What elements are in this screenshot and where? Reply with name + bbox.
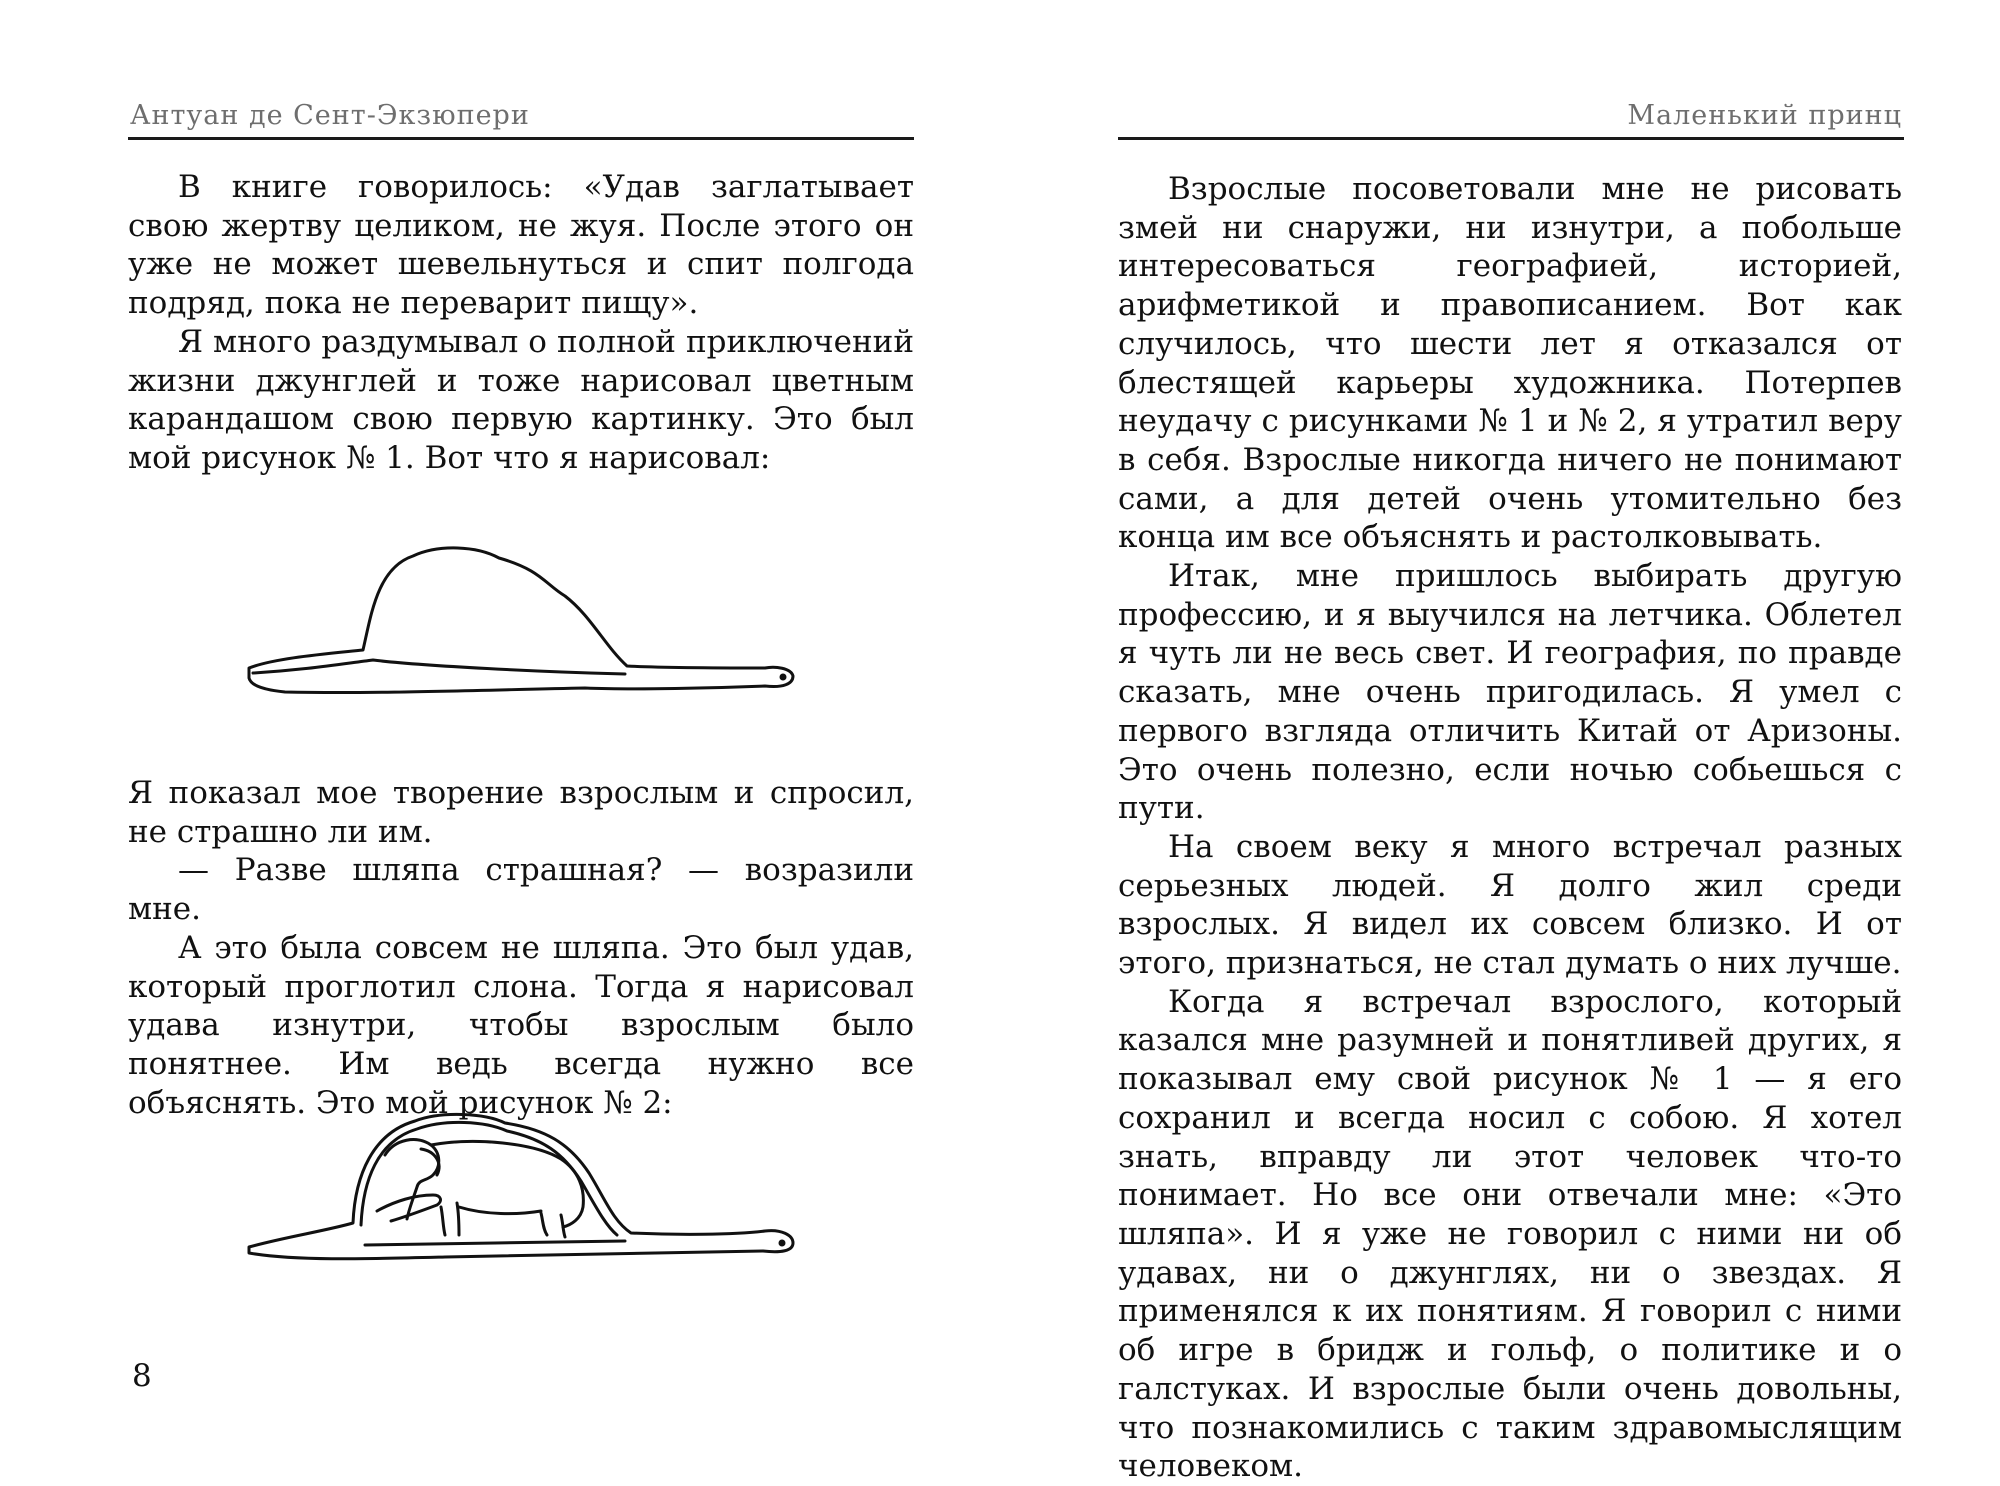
boa-elephant-drawing — [245, 1095, 805, 1275]
paragraph: Я много раздумывал о полной приключений жизни джунглей и тоже нарисовал цветным карандашом свою первую картинку. Это был мой рисунок № 1. Вот что я нарисовал: — [128, 323, 914, 476]
figure-1 — [245, 530, 805, 710]
left-text-block-1 — [128, 168, 914, 478]
left-running-head: Антуан де Сент-Экзюпери — [130, 100, 530, 131]
paragraph: Взрослые посоветовали мне не рисовать змей ни снаружи, ни изнутри, а побольше интересоваться географией, историей, арифметикой и правописанием. Вот как случилось, что шести лет я отказался от блестящей карьеры художника. Потерпев неудачу с рисунками № 1 и № 2, я утратил веру в себя. Взрослые никогда ничего не понимают сами, а для детей очень утомительно без конца им все объяснять и растолковывать. — [1118, 171, 1902, 556]
left-text-block-2 — [128, 774, 914, 1122]
right-text-block — [1118, 170, 1902, 1486]
right-page — [1000, 0, 2000, 1485]
page-number: 8 — [132, 1358, 152, 1394]
left-page — [0, 0, 1000, 1471]
right-running-head: Маленький принц — [1627, 100, 1902, 131]
paragraph: — Разве шляпа страшная? — возразили мне. — [128, 852, 914, 928]
paragraph: Когда я встречал взрослого, который казался мне разумней и понятливей других, я показывал ему свой рисунок № 1 — я его сохранил и всегда носил с собою. Я хотел знать, вправду ли этот человек что-то понимает. Но все они отвечали мне: «Это шляпа». И я уже не говорил с ними ни об удавах, ни о джунглях, ни о звездах. Я применялся к их понятиям. Я говорил с ними об игре в бридж и гольф, о политике и о галстуках. И взрослые были очень довольны, что познакомились с таким здравомыслящим человеком. — [1118, 983, 1902, 1485]
paragraph: Я показал мое творение взрослым и спросил, не страшно ли им. — [128, 775, 914, 850]
right-header-rule — [1118, 137, 1904, 140]
boa-hat-drawing — [245, 530, 805, 710]
paragraph: Итак, мне пришлось выбирать другую профессию, и я выучился на летчика. Облетел я чуть ли не весь свет. И география, по правде сказать, мне очень пригодилась. Я умел с первого взгляда отличить Китай от Аризоны. Это очень полезно, если ночью собьешься с пути. — [1118, 558, 1902, 827]
figure-2 — [245, 1095, 805, 1275]
paragraph: В книге говорилось: «Удав заглатывает свою жертву целиком, не жуя. После этого он уже не может шевельнуться и спит полгода подряд, пока не переварит пищу». — [128, 169, 914, 322]
paragraph: А это была совсем не шляпа. Это был удав, который проглотил слона. Тогда я нарисовал удава изнутри, чтобы взрослым было понятнее. Им ведь всегда нужно все объяснять. Это мой рисунок № 2: — [128, 929, 914, 1121]
paragraph: На своем веку я много встречал разных серьезных людей. Я долго жил среди взрослых. Я видел их совсем близко. И от этого, признаться, не стал думать о них лучше. — [1118, 828, 1902, 982]
left-header-rule — [128, 137, 914, 140]
